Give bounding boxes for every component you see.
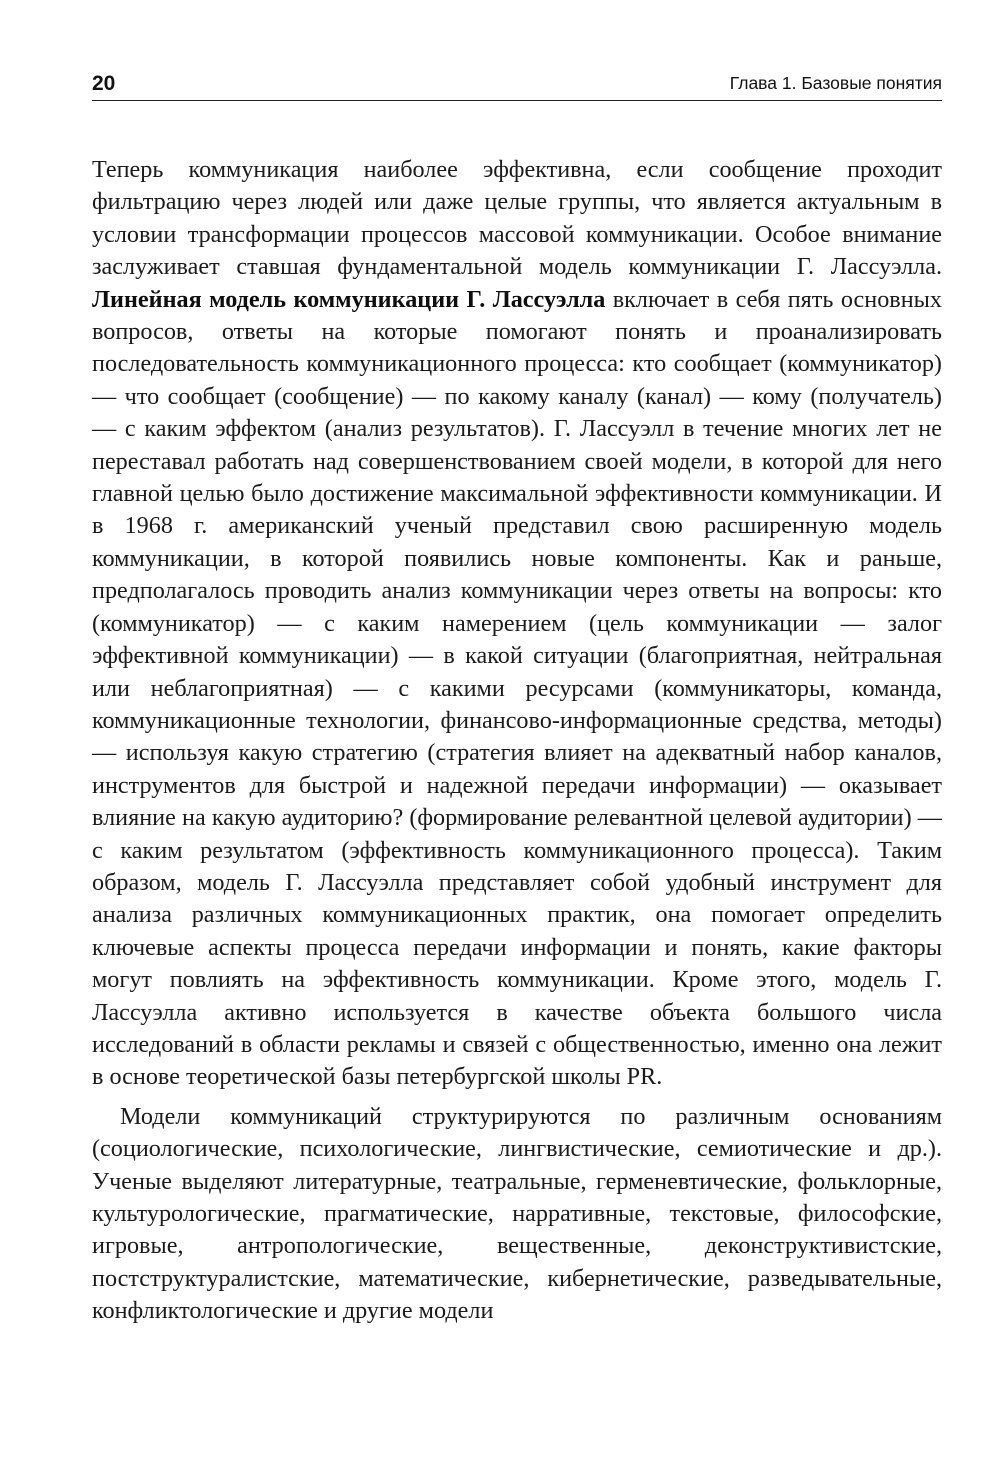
paragraph-1 (92, 154, 942, 1094)
paragraph-2: Модели коммуникаций структурируются по различным основаниям (социологические, психологические, лингвистические, семиотические и др.). Ученые выделяют литературные, театральные, герменевтические, фольклорные, культурологические, прагматические, нарративные, текстовые, философские, игровые, антропологические, вещественные, деконструктивистские, постструктуралистские, математические, кибернетические, разведывательные, конфликтологические и другие модели (92, 1102, 942, 1325)
paragraph-1-text-start: Теперь коммуникация наиболее эффективна, если сообщение проходит фильтрацию через людей или даже целые группы, что является актуальным в условии трансформации процессов массовой коммуникации. Особое внимание заслуживает ставшая фундаментальной модель коммуникации Г. Лассуэлла. (92, 156, 942, 281)
bold-term: Линейная модель коммуникации Г. Лассуэлла (92, 285, 606, 313)
running-title: Глава 1. Базовые понятия (729, 73, 942, 93)
page-number: 20 (92, 72, 116, 95)
page-header (92, 68, 942, 101)
body-text (92, 154, 942, 1328)
paragraph-1-text-end: включает в себя пять основных вопросов, ответы на которые помогают понять и проанализировать последовательность коммуникационного процесса: кто сообщает (коммуникатор) — что сообщает (сообщение) — по какому каналу (канал) — кому (получатель) — с каким эффектом (анализ результатов). Г. Лассуэлл в течение многих лет не переставал работать над совершенствованием своей модели, в которой для него главной целью было достижение максимальной эффективности коммуникации. И в 1968 г. американский ученый представил свою расширенную модель коммуникации, в которой появились новые компоненты. Как и раньше, предполагалось проводить анализ коммуникации через ответы на вопросы: кто (коммуникатор) — с каким намерением (цель коммуникации — залог эффективной коммуникации) — в какой ситуации (благоприятная, нейтральная или неблагоприятная) — с какими ресурсами (коммуникаторы, команда, коммуникационные технологии, финансово-информационные средства, методы) — используя какую стратегию (стратегия влияет на адекватный набор каналов, инструментов для быстрой и надежной передачи информации) — оказывает влияние на какую аудиторию? (формирование релевантной целевой аудитории) — с каким результатом (эффективность коммуникационного процесса). Таким образом, модель Г. Лассуэлла представляет собой удобный инструмент для анализа различных коммуникационных практик, она помогает определить ключевые аспекты процесса передачи информации и понять, какие факторы могут повлиять на эффективность коммуникации. Кроме этого, модель Г. Лассуэлла активно используется в качестве объекта большого числа исследований в области рекламы и связей с общественностью, именно она лежит в основе теоретической базы петербургской школы PR. (92, 285, 942, 1091)
